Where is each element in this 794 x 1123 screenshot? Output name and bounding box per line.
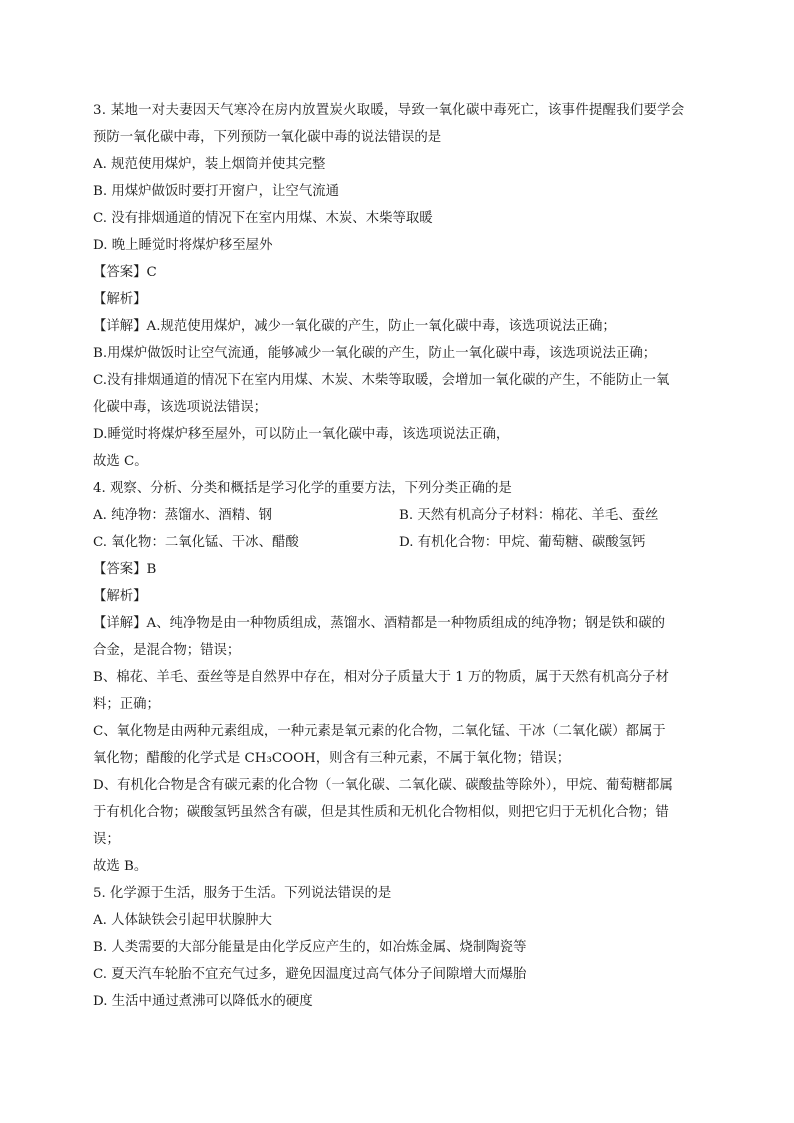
option-a: A. 规范使用煤炉，装上烟筒并使其完整 xyxy=(93,157,326,172)
option-b: B. 天然有机高分子材料：棉花、羊毛、蚕丝 xyxy=(399,508,659,523)
answer: 【答案】C xyxy=(93,265,157,280)
detail-line: D、有机化合物是含有碳元素的化合物（一氧化碳、二氧化碳、碳酸盐等除外），甲烷、葡萄糖都属 xyxy=(93,778,673,793)
detail-line: 氧化物；醋酸的化学式是 CH₃COOH，则含有三种元素，不属于氧化物；错误； xyxy=(93,751,571,766)
options-row xyxy=(93,529,705,556)
detail-line: B.用煤炉做饭时让空气流通，能够减少一氧化碳的产生，防止一氧化碳中毒，该选项说法正确； xyxy=(93,346,657,361)
detail-line: 【详解】A.规范使用煤炉，减少一氧化碳的产生，防止一氧化碳中毒，该选项说法正确； xyxy=(93,319,616,334)
detail-line: D.睡觉时将煤炉移至屋外，可以防止一氧化碳中毒，该选项说法正确， xyxy=(93,427,510,442)
option-b: B. 人类需要的大部分能量是由化学反应产生的，如冶炼金属、烧制陶瓷等 xyxy=(93,940,527,955)
question-4 xyxy=(93,475,705,880)
option-c: C. 夏天汽车轮胎不宜充气过多，避免因温度过高气体分子间隙增大而爆胎 xyxy=(93,967,527,982)
question-5 xyxy=(93,880,705,1015)
analysis-label: 【解析】 xyxy=(93,292,147,307)
question-stem-line: 5. 化学源于生活，服务于生活。下列说法错误的是 xyxy=(93,886,392,901)
detail-line: B、棉花、羊毛、蚕丝等是自然界中存在，相对分子质量大于 1 万的物质，属于天然有机高分子材 xyxy=(93,670,669,685)
question-stem-line: 3. 某地一对夫妻因天气寒冷在房内放置炭火取暖，导致一氧化碳中毒死亡，该事件提醒我们要学会 xyxy=(93,103,685,118)
detail-line: 料；正确； xyxy=(93,697,160,712)
option-d: D. 有机化合物：甲烷、葡萄糖、碳酸氢钙 xyxy=(399,535,646,550)
document-content xyxy=(93,97,705,1015)
option-c: C. 氧化物：二氧化锰、干冰、醋酸 xyxy=(93,535,299,550)
question-3 xyxy=(93,97,705,475)
option-b: B. 用煤炉做饭时要打开窗户，让空气流通 xyxy=(93,184,339,199)
detail-line: 误； xyxy=(93,832,120,847)
option-d: D. 生活中通过煮沸可以降低水的硬度 xyxy=(93,994,313,1009)
detail-line: 于有机化合物；碳酸氢钙虽然含有碳，但是其性质和无机化合物相似，则把它归于无机化合物；错 xyxy=(93,805,669,820)
option-a: A. 人体缺铁会引起甲状腺肿大 xyxy=(93,913,272,928)
option-d: D. 晚上睡觉时将煤炉移至屋外 xyxy=(93,238,273,253)
conclusion: 故选 B。 xyxy=(93,859,148,874)
options-row xyxy=(93,502,705,529)
detail-line: 化碳中毒，该选项说法错误； xyxy=(93,400,268,415)
option-c: C. 没有排烟通道的情况下在室内用煤、木炭、木柴等取暖 xyxy=(93,211,433,226)
question-stem-line: 预防一氧化碳中毒，下列预防一氧化碳中毒的说法错误的是 xyxy=(93,130,442,145)
option-a: A. 纯净物：蒸馏水、酒精、钢 xyxy=(93,508,272,523)
answer: 【答案】B xyxy=(93,562,157,577)
detail-line: C.没有排烟通道的情况下在室内用煤、木炭、木柴等取暖，会增加一氧化碳的产生，不能防止一氧 xyxy=(93,373,670,388)
detail-line: 【详解】A、纯净物是由一种物质组成，蒸馏水、酒精都是一种物质组成的纯净物；钢是铁和碳的 xyxy=(93,616,666,631)
question-stem-line: 4. 观察、分析、分类和概括是学习化学的重要方法，下列分类正确的是 xyxy=(93,481,512,496)
analysis-label: 【解析】 xyxy=(93,589,147,604)
conclusion: 故选 C。 xyxy=(93,454,148,469)
detail-line: 合金，是混合物；错误； xyxy=(93,643,241,658)
detail-line: C、氧化物是由两种元素组成，一种元素是氧元素的化合物，二氧化锰、干冰（二氧化碳）都属于 xyxy=(93,724,666,739)
